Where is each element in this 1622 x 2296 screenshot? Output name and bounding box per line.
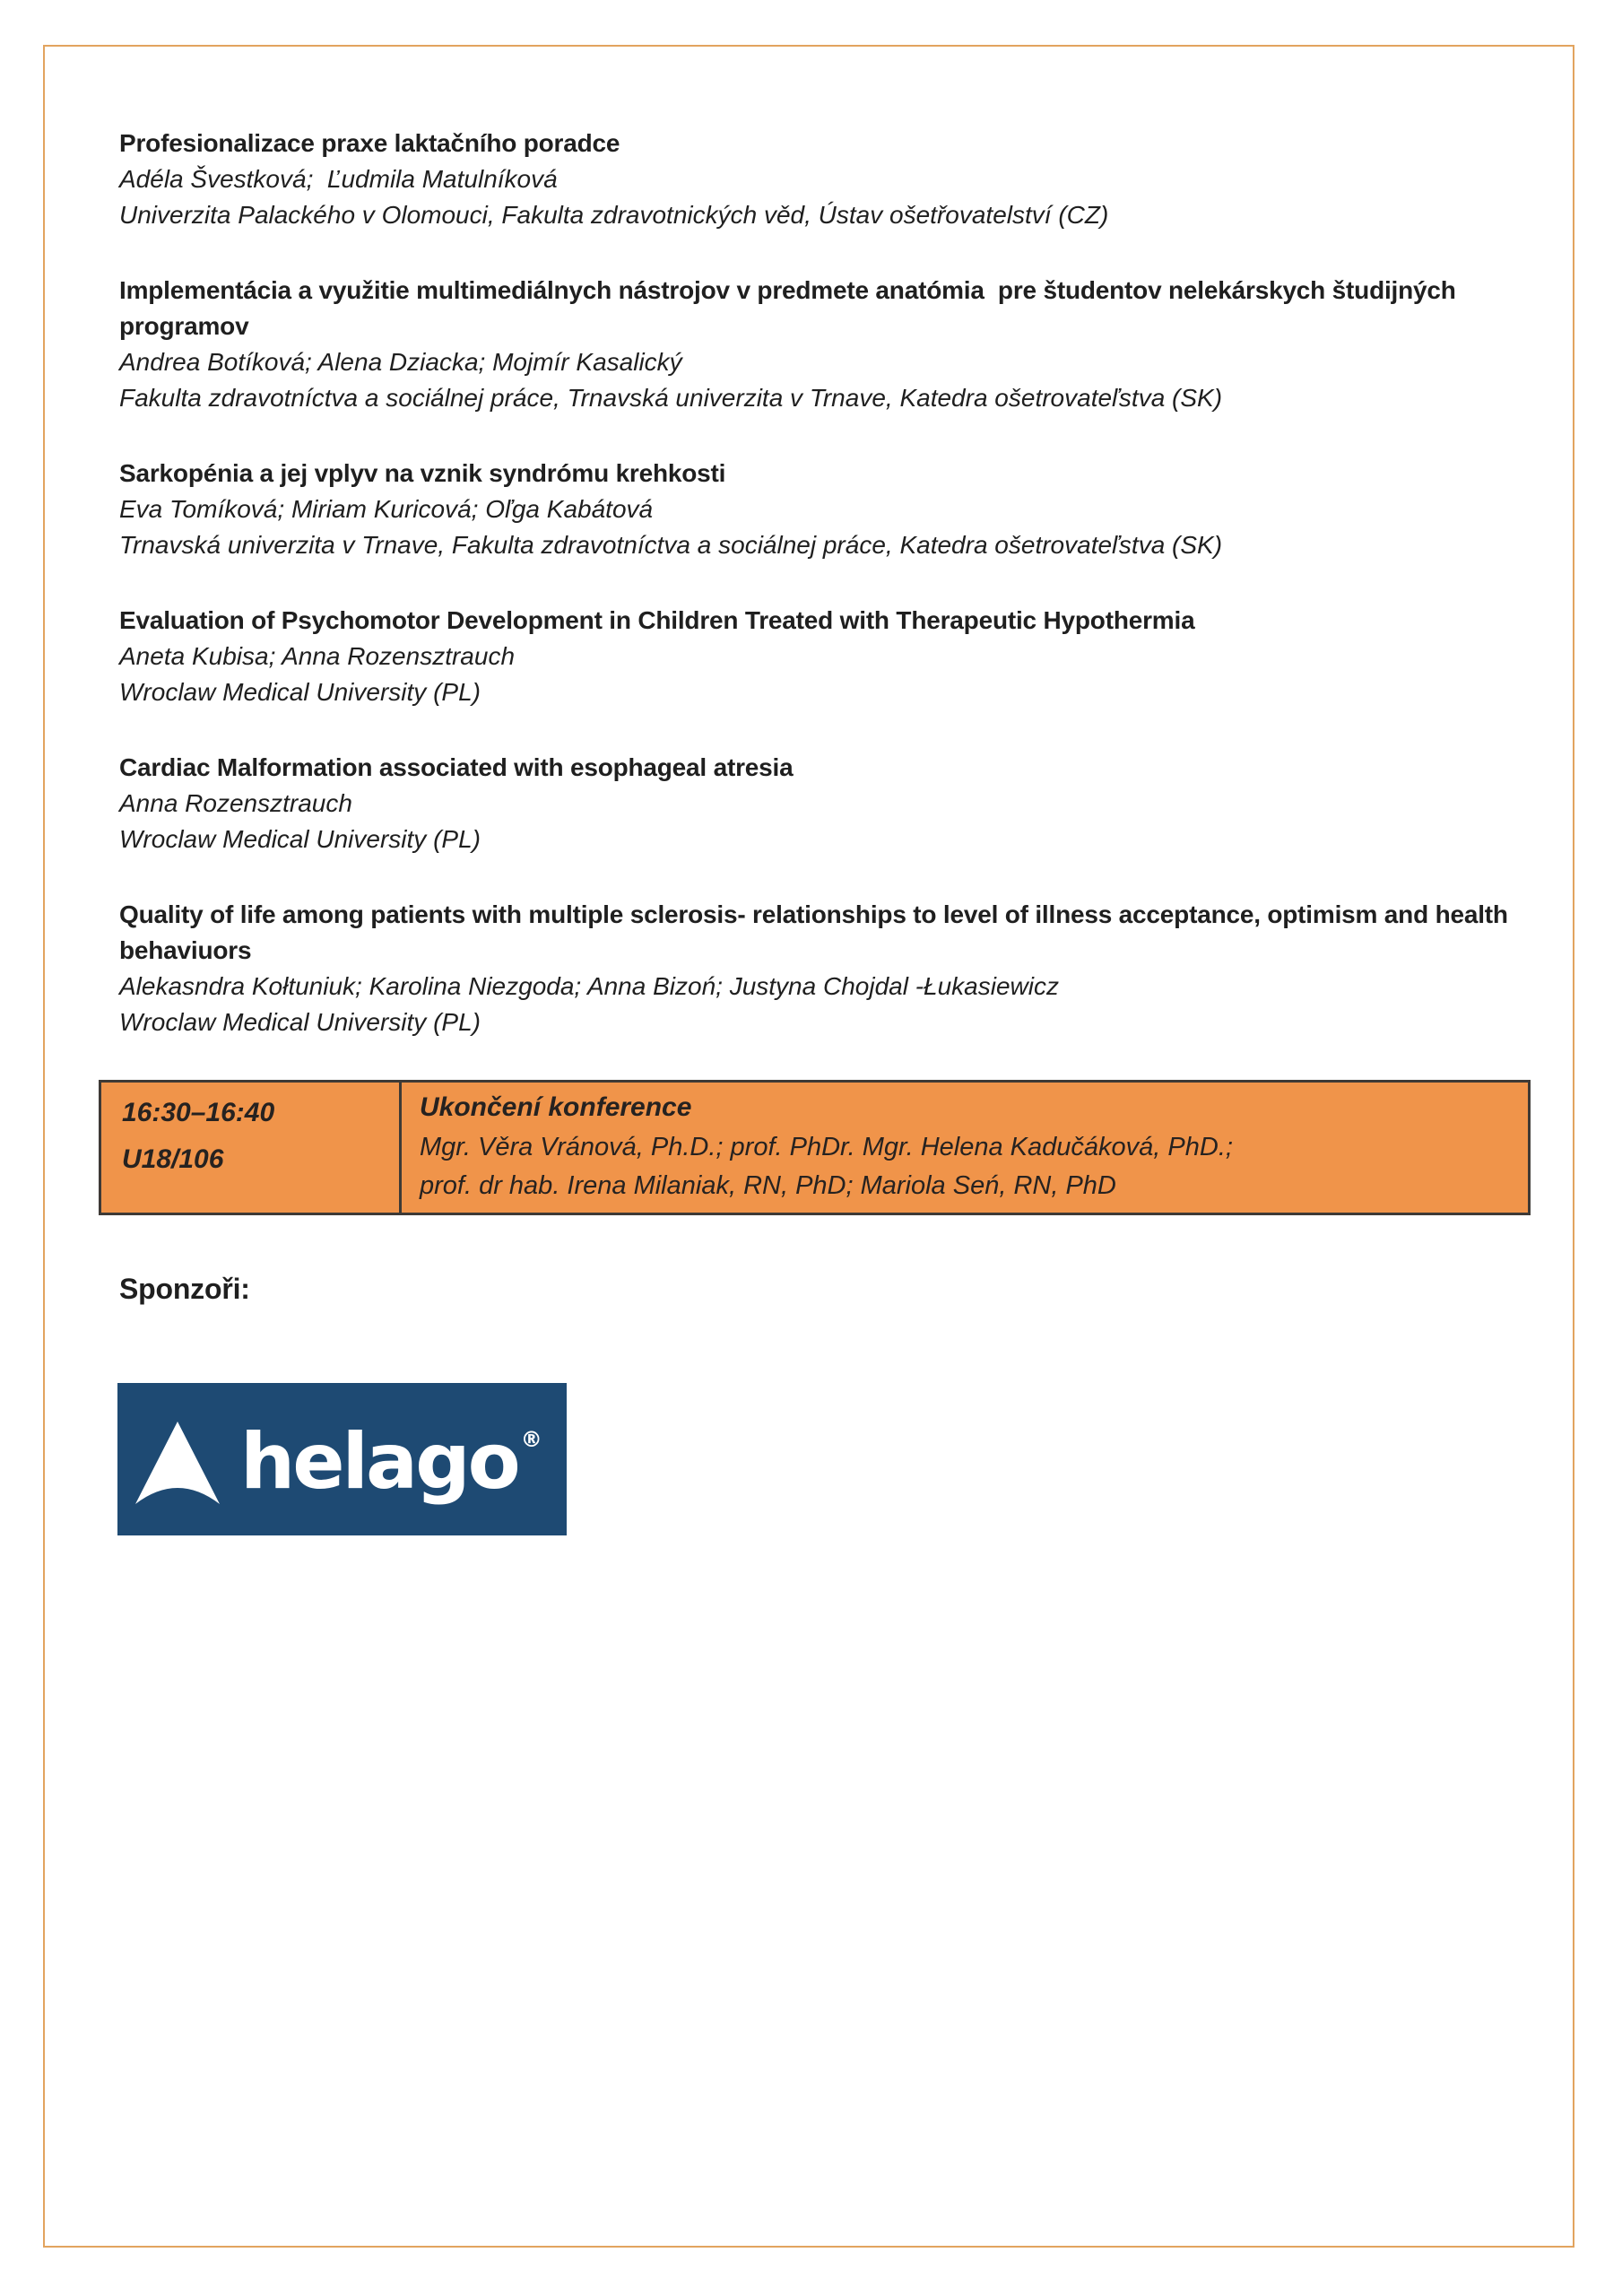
helago-mountain-icon xyxy=(133,1418,222,1508)
session-authors: Andrea Botíková; Alena Dziacka; Mojmír Kasalický xyxy=(119,348,682,376)
helago-logo xyxy=(117,1383,567,1535)
closing-details-cell xyxy=(402,1083,1528,1213)
closing-session-row xyxy=(99,1080,1531,1215)
closing-chairs-line2: prof. dr hab. Irena Milaniak, RN, PhD; Mariola Seń, RN, PhD xyxy=(420,1171,1116,1200)
registered-trademark-icon: ® xyxy=(520,1427,542,1452)
session-title: Cardiac Malformation associated with esophageal atresia xyxy=(119,753,794,781)
session-entry-3 xyxy=(119,456,1522,563)
session-title: Sarkopénia a jej vplyv na vznik syndrómu krehkosti xyxy=(119,459,726,487)
closing-title: Ukončení konference xyxy=(420,1092,692,1122)
helago-logo-text xyxy=(240,1417,542,1507)
session-affiliation: Wroclaw Medical University (PL) xyxy=(119,825,481,853)
session-entry-4 xyxy=(119,603,1522,710)
session-entry-1 xyxy=(119,126,1522,233)
session-authors: Adéla Švestková; Ľudmila Matulníková xyxy=(119,165,558,193)
session-title: Profesionalizace praxe laktačního poradce xyxy=(119,129,620,157)
session-authors: Aneta Kubisa; Anna Rozensztrauch xyxy=(119,642,516,670)
session-affiliation: Fakulta zdravotníctva a sociálnej práce, Trnavská univerzita v Trnave, Katedra ošetrovateľstva (SK) xyxy=(119,384,1223,412)
session-authors: Anna Rozensztrauch xyxy=(119,789,352,817)
closing-chairs-line1: Mgr. Věra Vránová, Ph.D.; prof. PhDr. Mgr. Helena Kadučáková, PhD.; xyxy=(420,1133,1233,1161)
session-entry-6 xyxy=(119,897,1522,1040)
session-title: Evaluation of Psychomotor Development in Children Treated with Therapeutic Hypothermia xyxy=(119,606,1195,634)
session-authors: Eva Tomíková; Miriam Kuricová; Oľga Kabátová xyxy=(119,495,654,523)
closing-time-room-cell xyxy=(101,1083,402,1213)
session-title: Quality of life among patients with multiple sclerosis- relationships to level of illness acceptance, optimism and health behaviuors xyxy=(119,900,1515,964)
closing-time: 16:30–16:40 xyxy=(122,1098,275,1127)
session-title: Implementácia a využitie multimediálnych nástrojov v predmete anatómia pre študentov nelekárskych študijných programov xyxy=(119,276,1463,340)
session-affiliation: Wroclaw Medical University (PL) xyxy=(119,1008,481,1036)
session-authors: Alekasndra Kołtuniuk; Karolina Niezgoda; Anna Bizoń; Justyna Chojdal -Łukasiewicz xyxy=(119,972,1059,1000)
session-affiliation: Univerzita Palackého v Olomouci, Fakulta zdravotnických věd, Ústav ošetřovatelství (CZ) xyxy=(119,201,1109,229)
session-affiliation: Wroclaw Medical University (PL) xyxy=(119,678,481,706)
sponsors-heading: Sponzoři: xyxy=(119,1273,250,1305)
program-page-content xyxy=(119,126,1522,1535)
closing-room: U18/106 xyxy=(122,1144,224,1174)
session-entry-2 xyxy=(119,273,1522,416)
session-entry-5 xyxy=(119,750,1522,857)
helago-wordmark: helago xyxy=(240,1417,518,1507)
session-affiliation: Trnavská univerzita v Trnave, Fakulta zdravotníctva a sociálnej práce, Katedra ošetrovateľstva (SK) xyxy=(119,531,1223,559)
